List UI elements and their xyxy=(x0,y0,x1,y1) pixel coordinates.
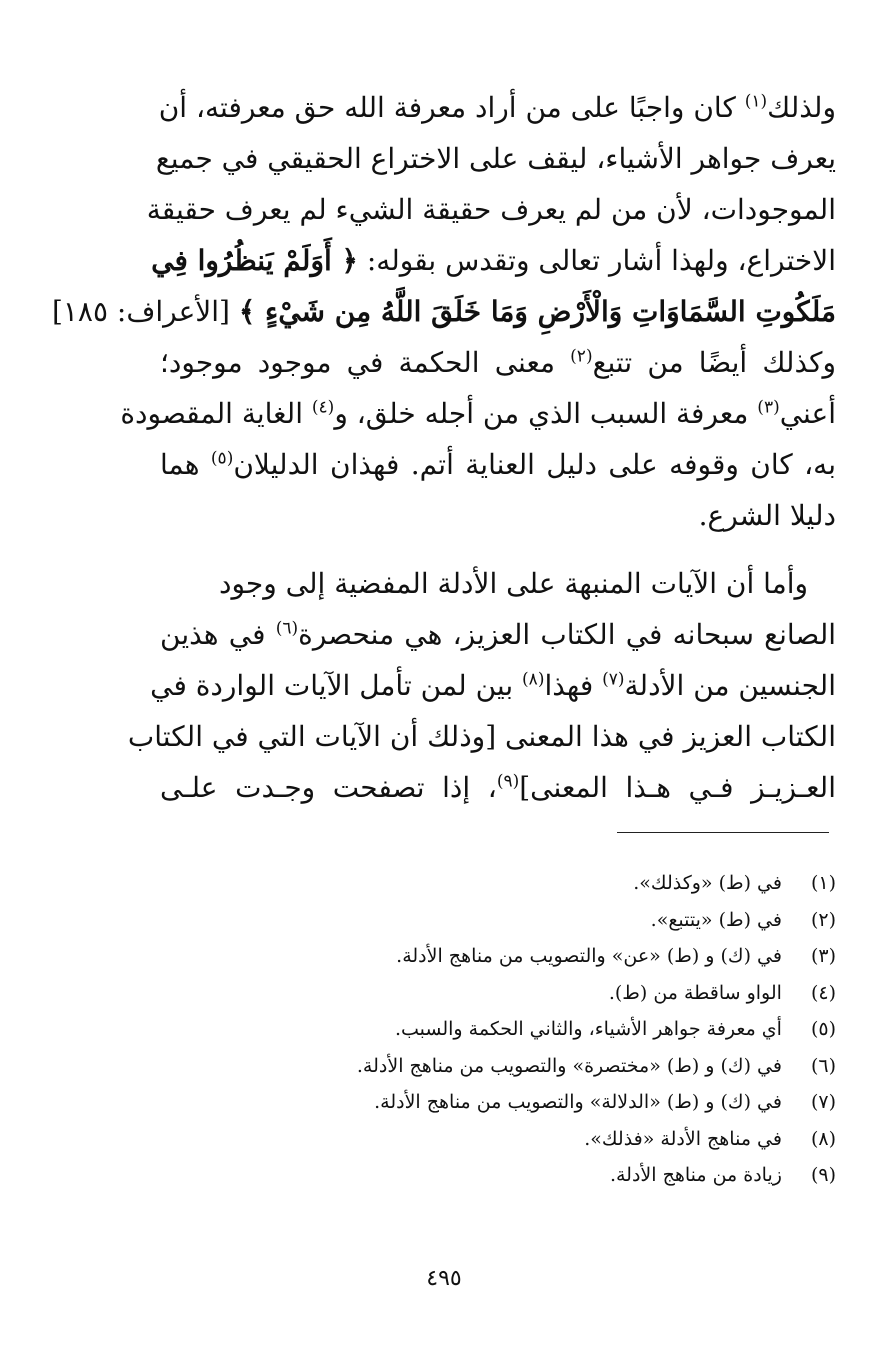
text-line xyxy=(160,762,836,813)
footnote-number: (٣) xyxy=(810,945,836,967)
text-line xyxy=(150,660,836,711)
footnote-text: في (ط) «يتتبع». xyxy=(650,908,782,931)
footnote-number: (٦) xyxy=(810,1054,836,1077)
footnote-text: زيادة من مناهج الأدلة. xyxy=(609,1164,782,1186)
footnote-ref[interactable]: (٧) xyxy=(602,669,625,690)
text-line xyxy=(120,388,836,439)
footnote-item xyxy=(140,865,836,902)
text-run: فهذا xyxy=(544,669,603,702)
text-line: دليلا الشرع. xyxy=(698,499,836,532)
footnote-text: في مناهج الأدلة «فذلك». xyxy=(584,1127,782,1150)
text-run: الغاية المقصودة xyxy=(120,397,312,430)
text-run: بين لمن تأمل الآيات الواردة في xyxy=(150,669,523,702)
text-run: وأما أن الآيات المنبهة على الأدلة المفضية إلى وجود xyxy=(218,567,808,600)
footnote-ref[interactable]: (٦) xyxy=(275,618,299,639)
text-run: الجنسين من الأدلة xyxy=(624,669,836,702)
text-line xyxy=(51,286,836,337)
text-run: الصانع سبحانه في الكتاب العزيز، هي منحصرة xyxy=(298,618,837,651)
page-number: ٤٩٥ xyxy=(426,1266,462,1291)
text-run: الاختراع، ولهذا أشار تعالى وتقدس بقوله: xyxy=(357,244,836,277)
text-line xyxy=(160,609,836,660)
footnote-number: (٤) xyxy=(810,981,836,1004)
text-run: معنى الحكمة في موجود موجود؛ xyxy=(160,346,571,379)
footnote-number: (٥) xyxy=(810,1018,836,1040)
footnote-item xyxy=(140,1048,836,1085)
footnote-text: في (ك) و (ط) «الدلالة» والتصويب من مناهج الأدلة. xyxy=(374,1091,782,1113)
text-run: كان واجبًا على من أراد معرفة الله حق معرفته، أن xyxy=(158,91,745,124)
footnote-item xyxy=(140,1084,836,1121)
footnote-text: في (ط) «وكذلك». xyxy=(633,872,782,894)
text-run: العـزيـز فـي هـذا المعنى] xyxy=(519,771,836,804)
text-run: معرفة السبب الذي من أجله خلق، و xyxy=(334,397,758,430)
text-run: هما xyxy=(160,448,211,481)
footnote-text: في (ك) و (ط) «عن» والتصويب من مناهج الأدلة. xyxy=(396,945,782,967)
text-run: في هذين xyxy=(160,618,276,651)
text-line: الكتاب العزيز في هذا المعنى [وذلك أن الآيات التي في الكتاب xyxy=(127,720,836,753)
text-line xyxy=(160,337,836,388)
text-line xyxy=(151,235,836,286)
text-line xyxy=(160,558,836,609)
quran-verse: ﴿ أَوَلَمْ يَنظُرُوا فِي xyxy=(151,244,358,277)
text-run: ولذلك xyxy=(767,91,836,124)
text-run: أعني xyxy=(779,397,836,430)
text-line: يعرف جواهر الأشياء، ليقف على الاختراع الحقيقي في جميع xyxy=(155,142,836,175)
footnote-ref[interactable]: (١) xyxy=(744,91,768,112)
footnote-ref[interactable]: (٤) xyxy=(311,397,335,418)
footnote-number: (٧) xyxy=(810,1091,836,1113)
footnote-item xyxy=(140,975,836,1012)
footnote-number: (٩) xyxy=(810,1164,836,1186)
footnote-ref[interactable]: (٩) xyxy=(496,771,520,792)
verse-citation: [الأعراف: ١٨٥] xyxy=(51,295,239,328)
footnote-ref[interactable]: (٨) xyxy=(522,669,545,690)
footnotes-list xyxy=(140,865,836,1194)
footnote-item xyxy=(140,1157,836,1194)
text-line xyxy=(160,82,836,133)
footnote-ref[interactable]: (٣) xyxy=(757,397,780,418)
footnote-text: في (ك) و (ط) «مختصرة» والتصويب من مناهج الأدلة. xyxy=(356,1054,782,1077)
footnote-number: (٨) xyxy=(810,1127,836,1150)
footnote-number: (١) xyxy=(810,872,836,894)
main-text xyxy=(51,82,837,813)
footnote-divider xyxy=(617,832,829,833)
footnote-ref[interactable]: (٢) xyxy=(570,346,593,367)
footnote-text: الواو ساقطة من (ط). xyxy=(608,981,782,1004)
footnote-text: أي معرفة جواهر الأشياء، والثاني الحكمة والسبب. xyxy=(394,1018,782,1040)
quran-verse: مَلَكُوتِ السَّمَاوَاتِ وَالْأَرْضِ وَمَا خَلَقَ اللَّهُ مِن شَيْءٍ ﴾ xyxy=(238,295,836,328)
footnote-ref[interactable]: (٥) xyxy=(210,448,234,469)
text-run: ، إذا تصفحت وجـدت علـى xyxy=(160,771,497,804)
text-run: به، كان وقوفه على دليل العناية أتم. فهذان الدليلان xyxy=(233,448,836,481)
text-line: الموجودات، لأن من لم يعرف حقيقة الشيء لم يعرف حقيقة xyxy=(146,193,836,226)
paragraph-gap xyxy=(160,541,836,558)
footnote-item xyxy=(140,902,836,939)
footnote-number: (٢) xyxy=(810,908,836,931)
footnote-item xyxy=(140,1121,836,1158)
footnote-item xyxy=(140,938,836,975)
text-run: وكذلك أيضًا من تتبع xyxy=(592,346,837,379)
text-line xyxy=(160,439,836,490)
footnote-item xyxy=(140,1011,836,1048)
